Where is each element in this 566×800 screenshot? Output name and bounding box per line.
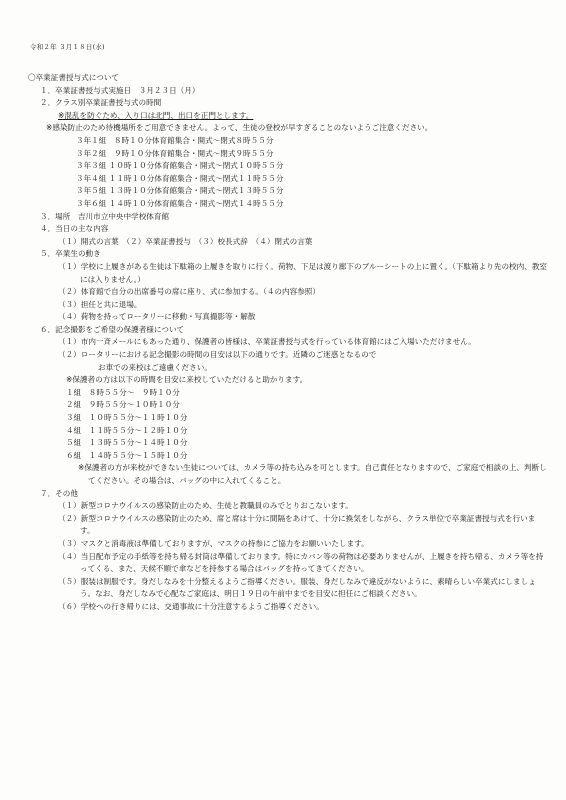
class-schedule-row: ３年２組 ９時１０分体育館集合・開式～閉式９時５５分 [76,148,274,158]
section-3-location: ３．場所 吉川市立中央中学校体育館 [40,211,170,221]
section-5-item: （３）担任と共に退場。 [58,299,142,309]
section-7-item: （４）当日配布予定の手紙等を持ち帰る封筒は準備しております。特にカバン等の荷物は必要ありませんが、上履きを持ち帰る、カメラ等を持ってくる、また、天候不順で傘などを持参する場合はバッグを持ってきてください。 [58,551,544,574]
section-7-item: （３）マスクと消毒液は準備しておりますが、マスクの持参にご協力をお願いいたします。 [58,538,369,548]
section-5-item: （２）体育館で自分の出席番号の席に座り、式に参加する。（４の内容参照） [58,287,320,297]
class-schedule-row: ３年３組 １０時１０分体育館集合・開式～閉式１０時５５分 [76,161,284,171]
section-2-waiting-note: ※感染防止のため待機場所をご用意できません。よって、生徒の登校が早すぎることのないようご注意ください。 [46,123,433,133]
section-7-item: （５）服装は制服です。身だしなみを十分整えるようご指導ください。服装、身だしなみで違反がないように、素晴らしい卒業式にしましょう。なお、身だしなみで心配なご家庭は、明日１９日の午前中までを目安に担任にご相談ください。 [58,576,536,599]
class-schedule-row: ３年６組 １４時１０分体育館集合・開式～閉式１４時５５分 [76,198,284,208]
section-6-item: （１）市内一斉メールにもあった通り、保護者の皆様は、卒業証書授与式を行っている体育館にはご入場いただけません。 [58,337,476,347]
section-2-entry-note [28,110,548,123]
document-title: 〇卒業証書授与式について [28,73,119,82]
photo-time-row: ３組 １０時５５分～１１時１０分 [66,413,188,423]
section-6-item-continued: お車での来校はご遠慮ください。 [98,362,212,372]
section-6-heading: ６．記念撮影をご希望の保護者様について [40,324,185,334]
photo-time-row: ２組 ９時５５分～１０時１０分 [66,400,180,410]
section-7-heading: ７．その他 [40,488,78,498]
photo-time-row: ６組 １４時５５分～１５時１０分 [66,450,188,460]
photo-time-row: ４組 １１時５５分～１２時１０分 [66,425,188,435]
class-schedule-row: ３年５組 １３時１０分体育館集合・開式～閉式１３時５５分 [76,186,284,196]
document-body [28,72,548,614]
section-2-heading: ２．クラス別卒業証書授与式の時間 [40,98,162,108]
section-7-item: （６）学校への行き帰りには、交通事故に十分注意するようご指導ください。 [58,601,324,611]
section-7-item: （２）新型コロナウイルスの感染防止のため、席と席は十分に間隔をあけて、十分に換気をしながら、クラス単位で卒業証書授与式を行います。 [58,513,536,536]
issue-date: 令和２年 ３月１８日(水) [30,43,105,51]
entry-exit-note: ※混乱を防ぐため、入り口は北門、出口を正門とします。 [58,110,254,120]
photo-time-row: １組 ８時５５分～ ９時１０分 [66,387,180,397]
photo-time-row: ５組 １３時５５分～１４時１０分 [66,438,188,448]
section-4-program: （１）開式の言葉 （２）卒業証書授与 （３）校長式辞 （４）閉式の言葉 [58,236,313,246]
section-6-camera-note: ※保護者の方が来校ができない生徒については、カメラ等の持ち込みを可とします。自己責任となりますので、ご家庭で相談の上、判断してください。その場合は、バッグの中に入れてくること。 [78,463,547,485]
section-5-item: （１）学校に上履きがある生徒は下駄箱の上履きを取りに行く。荷物、下足は渡り廊下のブルーシートの上に置く。（下駄箱より先の校内、教室には入りません。） [58,261,548,284]
section-1-ceremony-date: １．卒業証書授与式実施日 ３月２３日（月） [40,85,200,95]
section-7-item: （１）新型コロナウイルスの感染防止のため、生徒と教職員のみでとりおこないます。 [58,501,353,511]
section-4-heading: ４．当日の主な内容 [40,224,109,234]
class-schedule-row: ３年１組 ８時１０分体育館集合・開式～閉式８時５５分 [76,135,274,145]
class-schedule-row: ３年４組 １１時１０分体育館集合・開式～閉式１１時５５分 [76,173,284,183]
section-5-item: （４）荷物を持ってロータリーに移動・写真撮影等・解散 [58,312,256,322]
section-5-heading: ５．卒業生の動き [40,249,101,259]
section-6-item: （２）ロータリーにおける記念撮影の時間の目安は以下の通りです。近隣のご迷惑となるので [58,350,377,360]
section-6-photo-note: ※保護者の方は以下の時間を目安に来校していただけると助かります。 [66,375,308,385]
